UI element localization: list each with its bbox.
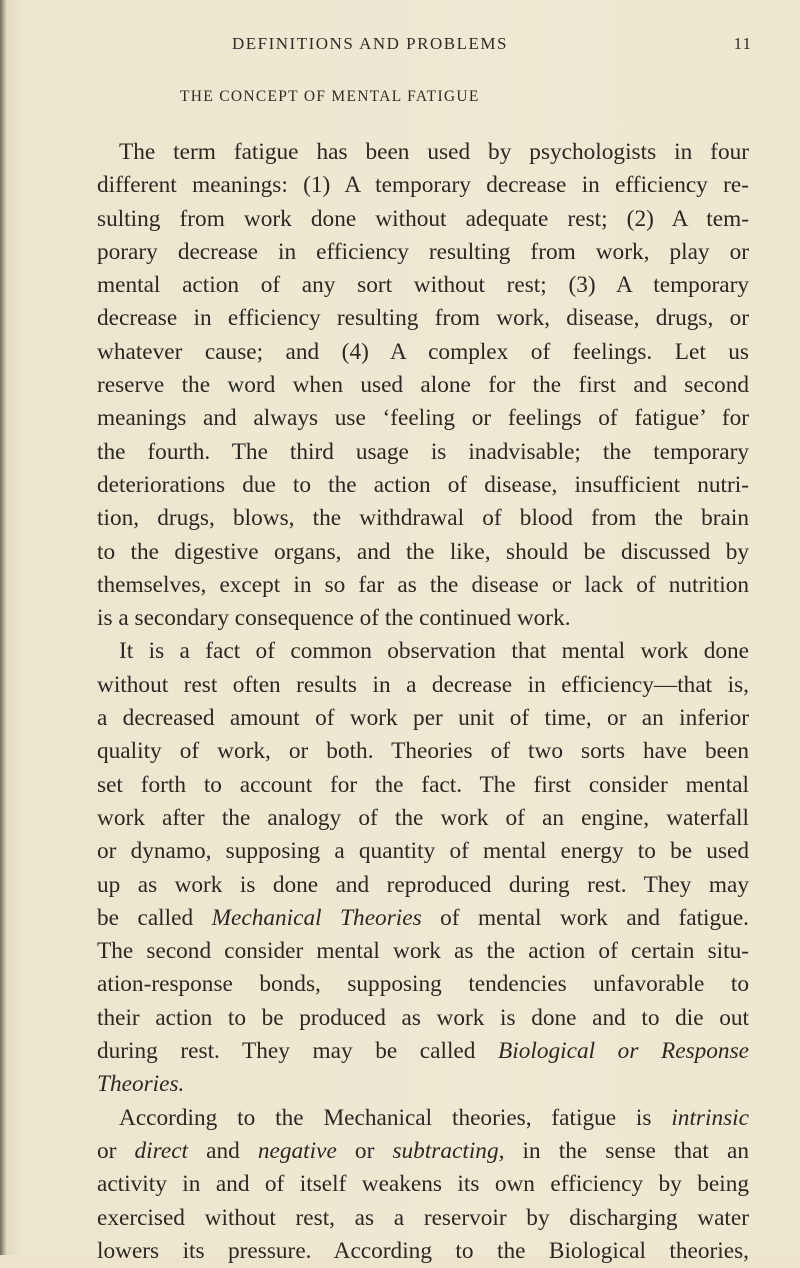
text-line-32: activity in and of itself weakens its own efficiency by being xyxy=(97,1171,749,1198)
text-line-31: or direct and negative or subtracting, in the sense that an xyxy=(97,1137,749,1164)
italic-term: Mechanical Theories xyxy=(211,904,422,931)
text-line-6: decrease in efficiency resulting from work, disease, drugs, or xyxy=(97,305,749,332)
text-line-1: The term fatigue has been used by psychologists in four xyxy=(119,139,749,165)
text-line-20: set forth to account for the fact. The first consider mental xyxy=(97,771,749,798)
running-head xyxy=(232,34,752,58)
text-line-9: meanings and always use ‘feeling or feelings of fatigue’ for xyxy=(97,405,749,432)
text-line-22: or dynamo, supposing a quantity of mental energy to be used xyxy=(97,838,749,865)
text-line-33: exercised without rest, as a reservoir by discharging water xyxy=(97,1204,749,1231)
text-line-30: According to the Mechanical theories, fatigue is intrinsic xyxy=(119,1104,749,1131)
running-head-title: DEFINITIONS AND PROBLEMS xyxy=(232,34,508,53)
text-line-24: be called Mechanical Theories of mental work and fatigue. xyxy=(97,904,749,931)
text-line-11: deteriorations due to the action of disease, insufficient nutri- xyxy=(97,471,749,498)
text-line-17: without rest often results in a decrease in efficiency—that is, xyxy=(97,671,749,698)
text-line-3: sulting from work done without adequate rest; (2) A tem- xyxy=(97,205,749,232)
text-line-5: mental action of any sort without rest; (3) A temporary xyxy=(97,272,749,299)
italic-term: Biological or Response xyxy=(498,1038,749,1065)
italic-term: negative xyxy=(257,1137,337,1164)
italic-term: subtracting, xyxy=(392,1137,505,1164)
page-binding-edge xyxy=(0,0,6,1255)
section-title: THE CONCEPT OF MENTAL FATIGUE xyxy=(180,88,480,105)
text-line-15: is a secondary consequence of the continued work. xyxy=(97,605,571,632)
text-line-13: to the digestive organs, and the like, should be discussed by xyxy=(97,538,749,565)
text-line-34: lowers its pressure. According to the Biological theories, xyxy=(97,1237,749,1264)
text-line-10: the fourth. The third usage is inadvisable; the temporary xyxy=(97,438,749,465)
text-line-16: It is a fact of common observation that mental work done xyxy=(119,638,749,665)
text-line-14: themselves, except in so far as the disease or lack of nutrition xyxy=(97,571,749,598)
text-line-19: quality of work, or both. Theories of two sorts have been xyxy=(97,738,749,765)
page-number: 11 xyxy=(733,34,752,53)
text-line-7: whatever cause; and (4) A complex of feelings. Let us xyxy=(97,338,749,365)
italic-term: Theories. xyxy=(97,1071,185,1098)
italic-term: direct xyxy=(134,1137,189,1164)
text-line-2: different meanings: (1) A temporary decrease in efficiency re- xyxy=(97,172,749,199)
text-line-25: The second consider mental work as the action of certain situ- xyxy=(97,938,749,965)
body-text xyxy=(97,136,749,1268)
text-line-26: ation-response bonds, supposing tendencies unfavorable to xyxy=(97,971,749,998)
text-line-18: a decreased amount of work per unit of time, or an inferior xyxy=(97,705,749,732)
text-line-12: tion, drugs, blows, the withdrawal of blood from the brain xyxy=(97,505,749,532)
text-line-21: work after the analogy of the work of an engine, waterfall xyxy=(97,804,749,831)
text-line-8: reserve the word when used alone for the first and second xyxy=(97,372,749,399)
text-line-4: porary decrease in efficiency resulting from work, play or xyxy=(97,238,749,265)
text-line-29 xyxy=(97,1068,749,1101)
italic-term: intrinsic xyxy=(671,1104,749,1131)
text-line-27: their action to be produced as work is done and to die out xyxy=(97,1004,749,1031)
text-line-28: during rest. They may be called Biological or Response xyxy=(97,1038,749,1065)
text-line-23: up as work is done and reproduced during rest. They may xyxy=(97,871,749,898)
